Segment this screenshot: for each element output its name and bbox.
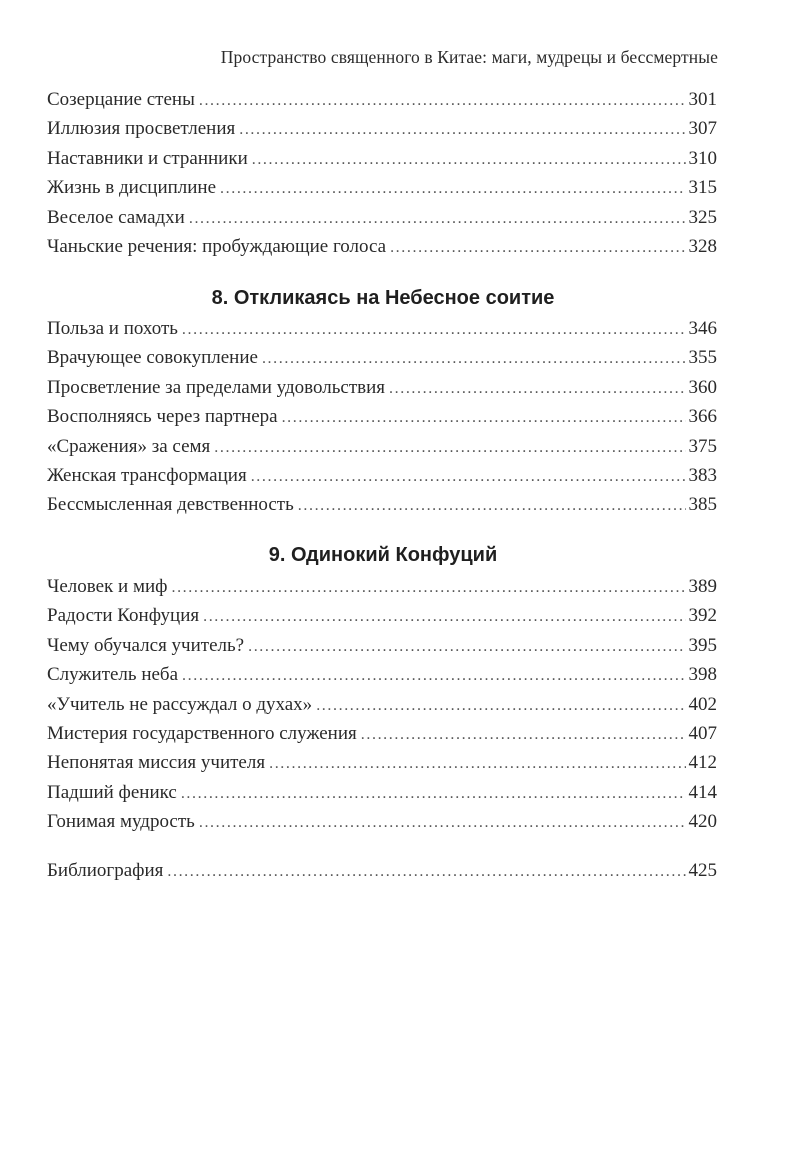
toc-entry-page: 310 xyxy=(688,147,717,169)
leader-dots xyxy=(390,233,685,262)
toc-entry-title: Врачующее совокупление xyxy=(47,347,258,369)
toc-entry[interactable] xyxy=(47,690,717,719)
toc-entry-title: Восполняясь через партнера xyxy=(47,406,278,428)
leader-dots xyxy=(298,491,686,520)
toc-entry-page: 425 xyxy=(688,860,717,881)
leader-dots xyxy=(269,749,685,778)
toc-entry[interactable] xyxy=(47,144,717,173)
toc-entry-title: Наставники и странники xyxy=(47,147,248,169)
toc-entry-page: 414 xyxy=(688,781,717,803)
toc-entry-title: Жизнь в дисциплине xyxy=(47,177,217,199)
toc-entry-page: 301 xyxy=(688,89,717,110)
leader-dots xyxy=(182,661,685,690)
chapter-8-heading: 8. Откликаясь на Небесное соитие xyxy=(211,287,555,309)
toc-entry[interactable] xyxy=(47,402,717,431)
toc-entry-page: 325 xyxy=(688,206,717,228)
leader-dots xyxy=(248,632,685,661)
toc-entry-page: 307 xyxy=(688,118,717,140)
toc-entry[interactable] xyxy=(47,601,717,630)
toc-entry-page: 360 xyxy=(688,376,717,398)
toc-entry-page: 412 xyxy=(688,752,717,774)
toc-entry-title: Служитель неба xyxy=(47,664,179,686)
toc-entry[interactable] xyxy=(47,343,717,372)
toc-entry[interactable] xyxy=(47,203,717,232)
toc-entry-page: 328 xyxy=(688,235,717,257)
toc-entry-page: 355 xyxy=(688,347,717,369)
leader-dots xyxy=(316,691,685,720)
leader-dots xyxy=(251,462,686,491)
leader-dots xyxy=(182,315,686,344)
toc-entry-title: Падший феникс xyxy=(47,781,177,803)
toc-entry-page: 389 xyxy=(688,576,717,597)
toc-entry-title: Созерцание стены xyxy=(47,89,195,110)
leader-dots xyxy=(203,602,685,631)
toc-entry[interactable] xyxy=(47,173,717,202)
toc-entry[interactable] xyxy=(47,719,717,748)
toc-entry-page: 366 xyxy=(688,406,717,428)
toc-bibliography xyxy=(47,856,717,885)
toc-entry-title: «Учитель не рассуждал о духах» xyxy=(47,693,313,715)
leader-dots xyxy=(389,374,685,403)
leader-dots xyxy=(214,433,685,462)
toc-entry[interactable] xyxy=(47,807,717,836)
toc-entry-page: 346 xyxy=(688,318,717,339)
toc-entry-page: 395 xyxy=(688,634,717,656)
toc-entry[interactable] xyxy=(47,572,717,601)
toc-entry[interactable] xyxy=(47,778,717,807)
leader-dots xyxy=(220,174,685,203)
toc-entry-title: Гонимая мудрость xyxy=(47,811,195,833)
toc-chapter-8 xyxy=(47,314,717,520)
toc-entry-title: Чаньские речения: пробуждающие голоса xyxy=(47,235,387,257)
toc-entry[interactable] xyxy=(47,490,717,519)
leader-dots xyxy=(361,720,686,749)
running-header: Пространство священного в Китае: маги, мудрецы и бессмертные xyxy=(220,47,718,67)
leader-dots xyxy=(239,115,685,144)
toc-entry-title: Непонятая миссия учителя xyxy=(47,752,266,774)
toc-section-continued xyxy=(47,85,717,261)
toc-entry-title: Радости Конфуция xyxy=(47,605,200,627)
toc-entry[interactable] xyxy=(47,631,717,660)
toc-entry-title: Мистерия государственного служения xyxy=(47,722,357,744)
toc-entry-page: 392 xyxy=(688,605,717,627)
chapter-9-heading: 9. Одинокий Конфуций xyxy=(268,544,498,566)
toc-entry[interactable] xyxy=(47,856,717,885)
toc-entry-page: 402 xyxy=(688,693,717,715)
toc-entry-title: Библиография xyxy=(47,860,164,881)
leader-dots xyxy=(262,344,686,373)
toc-entry[interactable] xyxy=(47,373,717,402)
toc-entry[interactable] xyxy=(47,232,717,261)
toc-entry-title: «Сражения» за семя xyxy=(47,435,211,457)
toc-chapter-9 xyxy=(47,572,717,837)
toc-entry-title: Человек и миф xyxy=(47,576,168,597)
leader-dots xyxy=(252,145,686,174)
toc-entry[interactable] xyxy=(47,660,717,689)
toc-entry[interactable] xyxy=(47,748,717,777)
toc-entry[interactable] xyxy=(47,114,717,143)
toc-entry-page: 398 xyxy=(688,664,717,686)
toc-entry-title: Веселое самадхи xyxy=(47,206,185,228)
leader-dots xyxy=(171,573,685,602)
leader-dots xyxy=(282,403,686,432)
toc-entry[interactable] xyxy=(47,314,717,343)
toc-entry[interactable] xyxy=(47,432,717,461)
toc-entry-page: 375 xyxy=(688,435,717,457)
toc-entry-page: 315 xyxy=(688,177,717,199)
toc-entry-page: 407 xyxy=(688,722,717,744)
toc-entry[interactable] xyxy=(47,85,717,114)
toc-entry-title: Чему обучался учитель? xyxy=(47,634,245,656)
toc-entry-title: Иллюзия просветления xyxy=(47,118,236,140)
toc-entry-title: Женская трансформация xyxy=(47,464,247,486)
toc-entry-page: 420 xyxy=(688,811,717,833)
toc-entry-title: Польза и похоть xyxy=(47,318,178,339)
toc-entry-title: Просветление за пределами удовольствия xyxy=(47,376,386,398)
leader-dots xyxy=(167,857,685,886)
toc-entry-page: 385 xyxy=(688,494,717,516)
toc-entry[interactable] xyxy=(47,461,717,490)
leader-dots xyxy=(181,779,686,808)
toc-entry-title: Бессмысленная девственность xyxy=(47,494,294,516)
leader-dots xyxy=(199,808,686,837)
leader-dots xyxy=(189,204,686,233)
toc-entry-page: 383 xyxy=(688,464,717,486)
leader-dots xyxy=(199,86,686,115)
